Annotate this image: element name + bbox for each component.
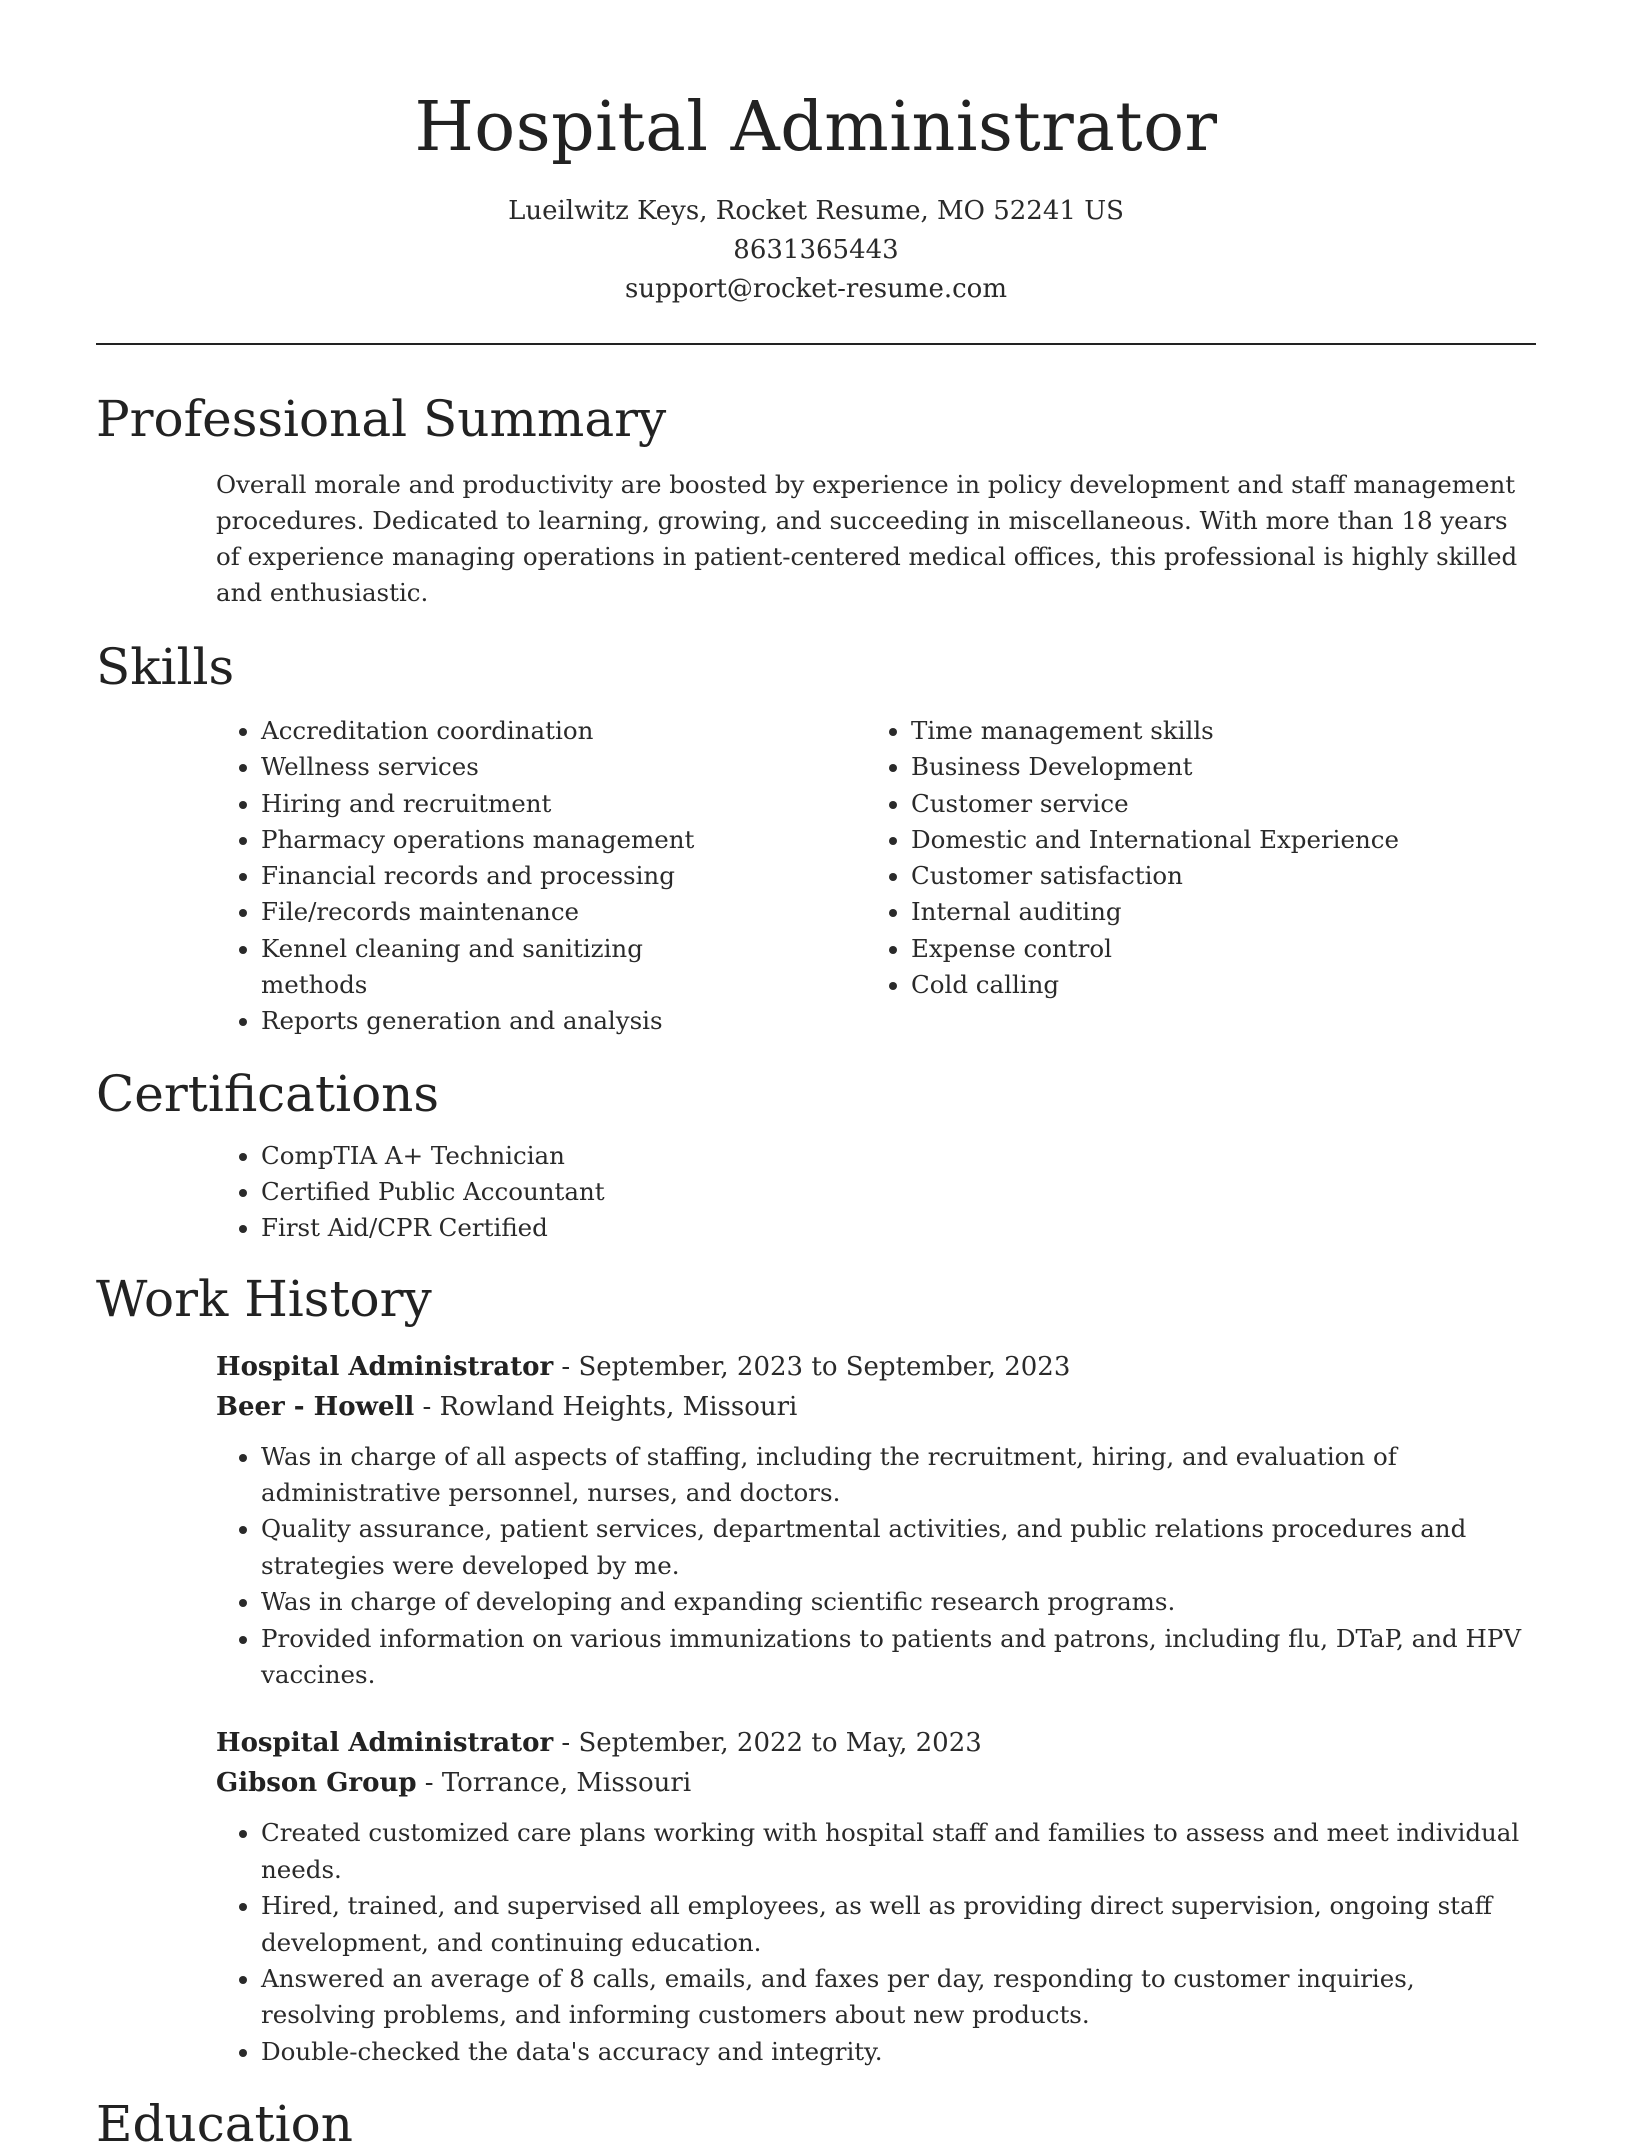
job-title-line <box>216 1723 1536 1763</box>
certifications-heading: Certifications <box>96 1064 440 1123</box>
skill-item: • Hiring and recruitment <box>261 786 747 822</box>
responsibility-item: • Double-checked the data's accuracy and integrity. <box>261 2034 1536 2070</box>
summary-section <box>96 387 1536 611</box>
summary-heading: Professional Summary <box>96 390 667 448</box>
job-role: Hospital Administrator <box>216 1351 554 1382</box>
skill-item: • Expense control <box>911 931 1471 967</box>
header-divider <box>96 343 1536 345</box>
skill-item: • Kennel cleaning and sanitizing methods <box>261 931 747 1004</box>
job-location: - Rowland Heights, Missouri <box>414 1391 798 1422</box>
job-responsibilities <box>216 1439 1536 1694</box>
job-title-line <box>216 1347 1536 1387</box>
responsibility-item: • Quality assurance, patient services, departmental activities, and public relations procedures and strategies were developed by me. <box>261 1511 1536 1584</box>
candidate-name: Hospital Administrator <box>414 88 1218 167</box>
job-entry <box>216 1723 1536 2070</box>
job-role: Hospital Administrator <box>216 1728 554 1759</box>
skills-columns <box>96 713 1536 1040</box>
job-company: Beer - Howell <box>216 1391 415 1422</box>
certifications-list <box>96 1138 1536 1247</box>
job-responsibilities <box>216 1815 1536 2070</box>
resume-page <box>96 0 1536 2156</box>
skill-item: • Pharmacy operations management <box>261 822 747 858</box>
responsibility-item: • Was in charge of developing and expanding scientific research programs. <box>261 1584 1536 1620</box>
contact-email: support@rocket-resume.com <box>624 274 1007 304</box>
skill-item: • Internal auditing <box>911 894 1471 930</box>
summary-text: Overall morale and productivity are boosted by experience in policy development and staff management procedures. Dedicated to learning, growing, and succeeding in miscellaneous. With more than 18 years of experience managing operations in patient-centered medical offices, this professional is highly skilled and enthusiastic. <box>216 470 1518 607</box>
contact-phone: 8631365443 <box>733 235 899 265</box>
skill-item: • Financial records and processing <box>261 858 747 894</box>
skill-item: • File/records maintenance <box>261 894 747 930</box>
responsibility-item: • Hired, trained, and supervised all employees, as well as providing direct supervision, ongoing staff development, and continuing education. <box>261 1888 1536 1961</box>
certification-item: • Certified Public Accountant <box>261 1174 1536 1210</box>
skill-item: • Time management skills <box>911 713 1471 749</box>
skill-item: • Domestic and International Experience <box>911 822 1471 858</box>
skills-list-right <box>747 713 1471 1040</box>
job-company-line <box>216 1387 1536 1427</box>
responsibility-item: • Was in charge of all aspects of staffing, including the recruitment, hiring, and evaluation of administrative personnel, nurses, and doctors. <box>261 1439 1536 1512</box>
skills-list-left <box>96 713 747 1040</box>
education-section <box>96 2092 1536 2156</box>
skill-item: • Customer satisfaction <box>911 858 1471 894</box>
work-history-heading: Work History <box>96 1269 432 1328</box>
contact-info <box>96 192 1536 309</box>
skill-item: • Customer service <box>911 786 1471 822</box>
certification-item: • First Aid/CPR Certified <box>261 1210 1536 1246</box>
skill-item: • Cold calling <box>911 967 1471 1003</box>
job-entry <box>216 1347 1536 1694</box>
job-dates: - September, 2023 to September, 2023 <box>553 1351 1071 1382</box>
job-company-line <box>216 1763 1536 1803</box>
responsibility-item: • Answered an average of 8 calls, emails, and faxes per day, responding to customer inquiries, resolving problems, and informing customers about new products. <box>261 1961 1536 2034</box>
skills-heading: Skills <box>96 638 235 696</box>
skill-item: • Business Development <box>911 749 1471 785</box>
skill-item: • Accreditation coordination <box>261 713 747 749</box>
responsibility-item: • Provided information on various immunizations to patients and patrons, including flu, DTaP, and HPV vaccines. <box>261 1621 1536 1694</box>
resume-header <box>96 0 1536 309</box>
job-company: Gibson Group <box>216 1768 417 1799</box>
skills-section <box>96 635 1536 1040</box>
education-heading: Education <box>96 2095 353 2154</box>
skill-item: • Reports generation and analysis <box>261 1003 747 1039</box>
certifications-section <box>96 1062 1536 1247</box>
contact-address: Lueilwitz Keys, Rocket Resume, MO 52241 US <box>508 196 1124 226</box>
responsibility-item: • Created customized care plans working with hospital staff and families to assess and meet individual needs. <box>261 1815 1536 1888</box>
job-dates: - September, 2022 to May, 2023 <box>553 1728 982 1759</box>
skill-item: • Wellness services <box>261 749 747 785</box>
certification-item: • CompTIA A+ Technician <box>261 1138 1536 1174</box>
job-location: - Torrance, Missouri <box>416 1768 692 1799</box>
work-history-section <box>96 1267 1536 2071</box>
